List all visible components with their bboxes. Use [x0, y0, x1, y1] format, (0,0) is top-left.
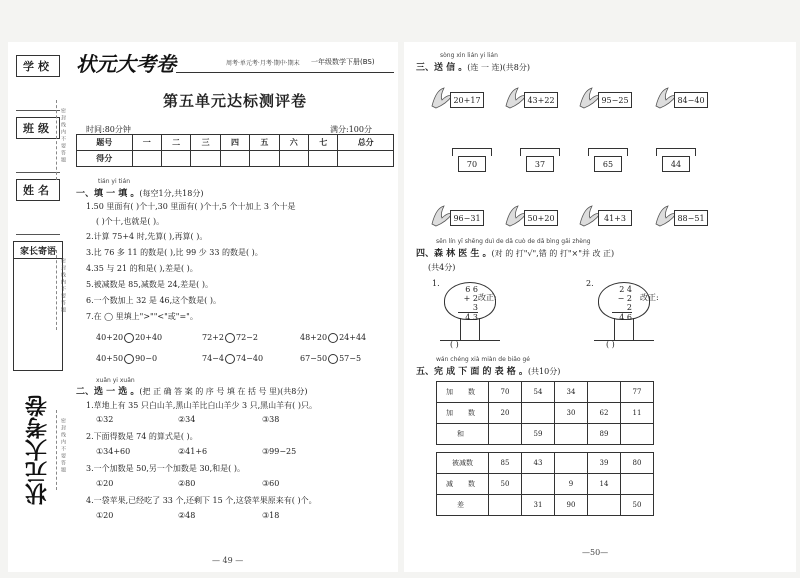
calc-line: 2 4 [619, 285, 632, 294]
page-title: 第五单元达标测评卷 [162, 92, 307, 110]
brand-logo-vertical: 状元大考卷 [25, 395, 51, 505]
choice-option: ②48 [178, 511, 196, 520]
table-row [437, 424, 654, 445]
table-cell: 85 [489, 453, 522, 474]
compare-circle[interactable] [124, 333, 134, 343]
bird-card[interactable] [430, 86, 510, 112]
table-cell: 20 [489, 403, 522, 424]
score-cell: 得分 [77, 151, 133, 167]
sec4-heading: 四、森 林 医 生 。 [416, 249, 492, 259]
score-cell: 总分 [338, 135, 394, 151]
table-row [437, 382, 654, 403]
choice-question: 3.一个加数是 50,另一个加数是 30,和是( )。 [86, 464, 245, 473]
table-cell: 59 [522, 424, 555, 445]
sec4-pinyin: sēn lín yī shēng duì de dǎ cuò de dǎ bìng gǎi zhèng [436, 238, 591, 245]
question-line: 7.在 ◯ 里填上">""<"或"="。 [86, 312, 198, 321]
table-cell-blank[interactable] [621, 474, 654, 495]
expr: 24+44 [339, 333, 367, 342]
choice-option: ②34 [178, 415, 196, 424]
table-cell-blank[interactable] [621, 424, 654, 445]
sec1-points: (每空1分,共18分) [139, 189, 204, 198]
expr: 20+40 [135, 333, 163, 342]
page-number-left: — 49 — [212, 556, 244, 565]
choice-option: ③60 [262, 479, 280, 488]
expr: 57−5 [339, 354, 362, 363]
table-cell: 31 [522, 495, 555, 516]
expr: 48+20 [300, 333, 328, 342]
page-header [76, 48, 394, 78]
judge-paren[interactable]: ( ) [450, 340, 459, 349]
expr: 40+50 [96, 354, 124, 363]
table-cell: 62 [588, 403, 621, 424]
seal-line-1 [56, 100, 57, 180]
mailbox-number: 65 [594, 156, 622, 172]
score-input-cell[interactable] [250, 151, 279, 167]
choice-option: ①20 [96, 511, 114, 520]
question-line: 3.比 76 多 11 的数是( ),比 99 少 33 的数是( )。 [86, 248, 263, 257]
compare-item [96, 354, 157, 364]
sec2-pinyin: xuǎn yi xuǎn [96, 377, 135, 384]
mailbox-number: 70 [458, 156, 486, 172]
bird-expression: 20+17 [450, 92, 484, 108]
table-cell: 89 [588, 424, 621, 445]
table-cell-blank[interactable] [588, 382, 621, 403]
bird-expression: 88−51 [674, 210, 708, 226]
table-cell: 70 [489, 382, 522, 403]
score-cell: 五 [250, 135, 279, 151]
table-cell: 90 [555, 495, 588, 516]
tree-label: 1. [432, 279, 440, 288]
compare-item [202, 354, 263, 364]
brand-logo: 状元大考卷 [76, 52, 176, 76]
score-row-headers [77, 135, 394, 151]
expr: 74−4 [202, 354, 224, 363]
sec2-points: (把 正 确 答 案 的 序 号 填 在 括 号 里)(共8分) [139, 387, 308, 396]
vertical-calculation [612, 285, 632, 322]
mailbox[interactable] [656, 148, 696, 174]
bird-card[interactable] [504, 86, 584, 112]
birds-bottom-row [430, 204, 720, 234]
mailbox-number: 44 [662, 156, 690, 172]
table-cell: 11 [621, 403, 654, 424]
vertical-calculation [458, 285, 478, 322]
table-cell: 34 [555, 382, 588, 403]
score-cell: 七 [308, 135, 337, 151]
score-input-cell[interactable] [220, 151, 249, 167]
sec5-pinyin: wán chéng xià miàn de biǎo gé [436, 356, 530, 363]
sec4-points: (共4分) [428, 263, 456, 272]
seal-text-2: 密封线内不要答题 [60, 258, 66, 314]
compare-circle[interactable] [328, 333, 338, 343]
table-cell: 30 [555, 403, 588, 424]
expr: 72+2 [202, 333, 224, 342]
sec5-points: (共10分) [527, 367, 561, 376]
calc-line: 4 3 [465, 313, 478, 322]
seal-text-1: 密封线内不要答题 [60, 108, 66, 164]
score-input-cell[interactable] [308, 151, 337, 167]
mailbox-roof [452, 148, 492, 156]
subtraction-table [436, 452, 654, 516]
table-cell: 50 [489, 474, 522, 495]
grade-label: 一年级数学下册(BS) [311, 58, 375, 66]
calc-line: 4 6 [619, 313, 632, 322]
choice-option: ③38 [262, 415, 280, 424]
expr: 74−40 [235, 354, 264, 363]
sec5-heading: 五、完 成 下 面 的 表 格 。 [416, 367, 528, 377]
score-cell: 三 [191, 135, 220, 151]
header-rule [176, 72, 394, 73]
question-line: 1.50 里面有( )个十,30 里面有( )个十,5 个十加上 3 个十是 [86, 202, 296, 211]
question-line: 4.35 与 21 的和是( ),差是( )。 [86, 264, 198, 273]
choice-option: ②41+6 [178, 447, 208, 456]
choice-option: ①20 [96, 479, 114, 488]
sec3-heading: 三、送 信 。 [416, 63, 468, 73]
sec3-points: (连 一 连)(共8分) [467, 63, 530, 72]
choice-option: ①34+60 [96, 447, 131, 456]
choice-option: ①32 [96, 415, 114, 424]
table-row [437, 474, 654, 495]
score-cell: 一 [132, 135, 161, 151]
score-cell: 二 [161, 135, 190, 151]
addition-table [436, 381, 654, 445]
table-cell-blank[interactable] [588, 495, 621, 516]
calc-line: 6 6 [465, 285, 478, 294]
table-cell: 50 [621, 495, 654, 516]
sec1-heading: 一、填 一 填 。 [76, 189, 140, 199]
bird-expression: 96−31 [450, 210, 484, 226]
score-cell: 题号 [77, 135, 133, 151]
choice-option: ③99−25 [262, 447, 297, 456]
table-cell-blank[interactable] [489, 495, 522, 516]
sec1-pinyin: tián yi tián [98, 178, 131, 185]
compare-circle[interactable] [225, 333, 235, 343]
table-cell: 43 [522, 453, 555, 474]
bird-expression: 43+22 [524, 92, 558, 108]
score-input-cell[interactable] [132, 151, 161, 167]
score-input-cell[interactable] [161, 151, 190, 167]
mailbox-roof [588, 148, 628, 156]
question-line: ( )个十,也就是( )。 [96, 217, 165, 226]
mailbox-number: 37 [526, 156, 554, 172]
mailbox[interactable] [588, 148, 628, 174]
expr: 67−50 [300, 354, 328, 363]
compare-circle[interactable] [225, 354, 235, 364]
bird-card[interactable] [578, 204, 658, 230]
school-label: 学校 [16, 55, 60, 77]
compare-circle[interactable] [124, 354, 134, 364]
mailbox-roof [520, 148, 560, 156]
bird-card[interactable] [504, 204, 584, 230]
full-score: 满分:100分 [330, 125, 372, 134]
bird-expression: 41+3 [598, 210, 632, 226]
sec3-title [416, 60, 530, 73]
table-row [437, 495, 654, 516]
class-field[interactable] [16, 145, 60, 173]
seal-text-3: 密封线内不要答题 [60, 418, 66, 474]
name-label: 姓名 [16, 179, 60, 201]
tree-label: 2. [586, 279, 594, 288]
bird-card[interactable] [654, 204, 734, 230]
sec4-instruction: (对 的 打"√",错 的 打"×"并 改 正) [491, 249, 615, 258]
score-input-cell[interactable] [191, 151, 220, 167]
bird-card[interactable] [654, 86, 734, 112]
judge-paren[interactable]: ( ) [606, 340, 615, 349]
table-cell-blank[interactable] [489, 424, 522, 445]
bird-expression: 50+20 [524, 210, 558, 226]
class-label: 班级 [16, 117, 60, 139]
mailbox[interactable] [520, 148, 560, 174]
tree-ground [440, 340, 500, 341]
seal-line-2 [56, 250, 57, 330]
sec1-title [76, 186, 203, 199]
sec2-title [76, 384, 308, 397]
header-tagline: 周考·单元考·月考·期中·期末 [226, 60, 300, 67]
compare-item [96, 333, 162, 343]
correction-label: 改正: [478, 293, 497, 302]
table-cell: 14 [588, 474, 621, 495]
sec3-pinyin: sòng xìn lián yi lián [440, 52, 498, 59]
table-cell: 54 [522, 382, 555, 403]
compare-circle[interactable] [328, 354, 338, 364]
row-header: 减 数 [437, 474, 489, 495]
score-row-values [77, 151, 394, 167]
calc-line: + 2 3 [458, 294, 478, 313]
compare-item [300, 333, 366, 343]
row-header: 被减数 [437, 453, 489, 474]
question-line: 5.被减数是 85,减数是 24,差是( )。 [86, 280, 213, 289]
table-cell-blank[interactable] [555, 424, 588, 445]
school-field[interactable] [16, 83, 60, 111]
calc-line: − 2 2 [612, 294, 632, 313]
table-cell-blank[interactable] [522, 474, 555, 495]
score-input-cell[interactable] [338, 151, 394, 167]
table-cell: 80 [621, 453, 654, 474]
expr: 90−0 [135, 354, 158, 363]
compare-item [202, 333, 258, 343]
parent-message-label: 家长寄语 [13, 241, 63, 259]
score-table [76, 134, 394, 167]
score-input-cell[interactable] [279, 151, 308, 167]
choice-question: 1.草地上有 35 只白山羊,黑山羊比白山羊少 3 只,黑山羊有( )只。 [86, 401, 317, 410]
mailbox-roof [656, 148, 696, 156]
score-cell: 六 [279, 135, 308, 151]
row-header: 加 数 [437, 403, 489, 424]
row-header: 差 [437, 495, 489, 516]
choice-question: 4.一袋苹果,已经吃了 33 个,还剩下 15 个,这袋苹果原来有( )个。 [86, 496, 317, 505]
name-field[interactable] [16, 207, 60, 235]
sec4-title [416, 246, 614, 259]
table-cell: 77 [621, 382, 654, 403]
mailbox[interactable] [452, 148, 492, 174]
row-header: 加 数 [437, 382, 489, 403]
sec2-heading: 二、选 一 选 。 [76, 387, 140, 397]
compare-item [300, 354, 361, 364]
choice-option: ②80 [178, 479, 196, 488]
correction-label: 改正: [640, 293, 659, 302]
table-row [437, 403, 654, 424]
expr: 72−2 [235, 333, 258, 342]
table-cell-blank[interactable] [522, 403, 555, 424]
bird-card[interactable] [578, 86, 658, 112]
choice-option: ③18 [262, 511, 280, 520]
score-cell: 四 [220, 135, 249, 151]
bird-expression: 84−40 [674, 92, 708, 108]
question-line: 6.一个数加上 32 是 46,这个数是( )。 [86, 296, 221, 305]
bird-expression: 95−25 [598, 92, 632, 108]
expr: 40+20 [96, 333, 124, 342]
table-cell-blank[interactable] [555, 453, 588, 474]
sec5-title [416, 364, 560, 377]
choice-question: 2.下面得数是 74 的算式是( )。 [86, 432, 198, 441]
time-limit: 时间:80分钟 [86, 125, 131, 134]
row-header: 和 [437, 424, 489, 445]
tree-ground [594, 340, 654, 341]
question-line: 2.计算 75+4 时,先算( ),再算( )。 [86, 232, 208, 241]
table-cell: 39 [588, 453, 621, 474]
birds-top-row [430, 86, 720, 116]
table-cell: 9 [555, 474, 588, 495]
page-number-right: —50— [582, 548, 609, 557]
table-row [437, 453, 654, 474]
bird-card[interactable] [430, 204, 510, 230]
